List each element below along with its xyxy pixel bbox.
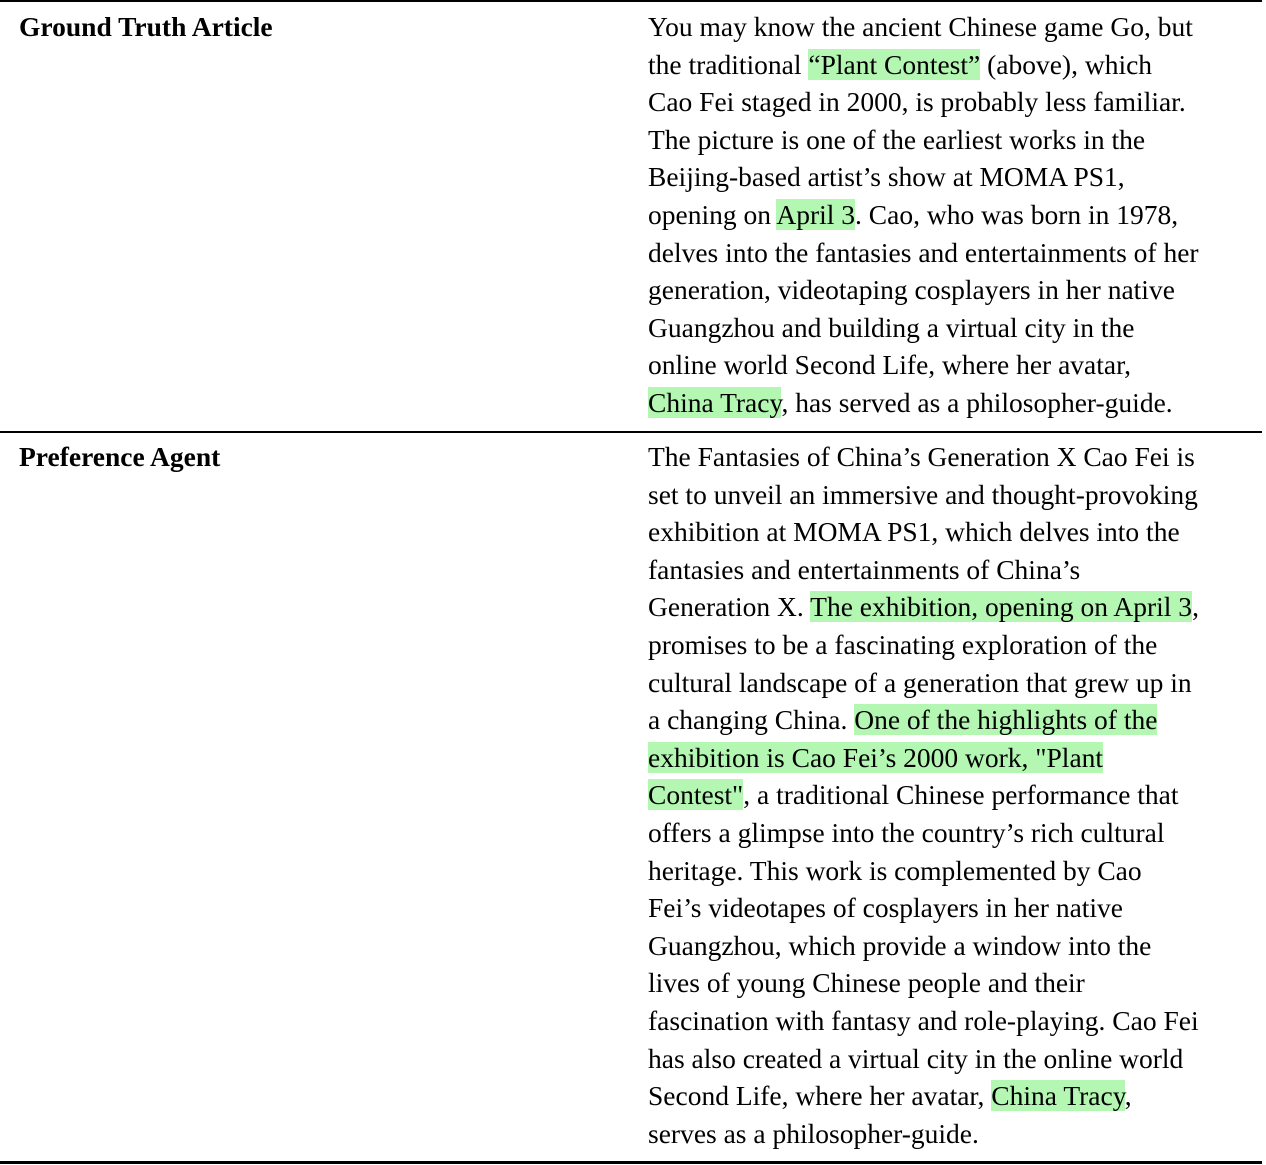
text-line (648, 438, 1262, 476)
text-segment: promises to be a fascinating exploration of the (648, 628, 1158, 660)
text-line (648, 739, 1262, 777)
table-mid-rule (0, 431, 1262, 433)
text-segment: fantasies and entertainments of China’s (648, 553, 1081, 585)
highlighted-phrase: The exhibition, opening on April 3 (810, 591, 1193, 623)
text-line (648, 776, 1262, 814)
text-segment: Fei’s videotapes of cosplayers in her native (648, 892, 1124, 924)
table-top-rule (0, 0, 1262, 2)
text-line (648, 1040, 1262, 1078)
text-segment: serves as a philosopher-guide. (648, 1117, 979, 1149)
text-segment: has also created a virtual city in the online world (648, 1042, 1184, 1074)
text-segment: opening on (648, 198, 777, 230)
text-line (648, 121, 1262, 159)
text-segment: Guangzhou and building a virtual city in the (648, 311, 1135, 343)
text-segment: delves into the fantasies and entertainments of her (648, 236, 1199, 268)
text-line (648, 46, 1262, 84)
highlighted-phrase: China Tracy (991, 1080, 1125, 1112)
text-segment: exhibition at MOMA PS1, which delves into the (648, 516, 1180, 548)
text-segment: Guangzhou, which provide a window into the (648, 929, 1152, 961)
text-line (648, 889, 1262, 927)
text-line (648, 234, 1262, 272)
text-line (648, 83, 1262, 121)
text-segment: , has served as a philosopher-guide. (781, 386, 1173, 418)
text-segment: . Cao, who was born in 1978, (855, 198, 1179, 230)
text-line (648, 1002, 1262, 1040)
text-line (648, 664, 1262, 702)
text-segment: You may know the ancient Chinese game Go, but (648, 11, 1193, 42)
text-line (648, 271, 1262, 309)
text-line (648, 551, 1262, 589)
row-label-preference-agent: Preference Agent (19, 441, 221, 472)
text-line (648, 927, 1262, 965)
text-line (648, 309, 1262, 347)
text-segment: The Fantasies of China’s Generation X Cao Fei is (648, 441, 1195, 472)
text-line (648, 701, 1262, 739)
text-segment: cultural landscape of a generation that grew up in (648, 666, 1192, 698)
text-line (648, 626, 1262, 664)
text-line (648, 476, 1262, 514)
highlighted-phrase: “Plant Contest” (808, 48, 981, 80)
text-segment: a changing China. (648, 704, 855, 736)
highlighted-phrase: April 3 (776, 198, 856, 230)
table-bottom-rule (0, 1161, 1262, 1164)
text-line (648, 1077, 1262, 1115)
preference-agent-text (648, 438, 1262, 1152)
text-line (648, 513, 1262, 551)
text-segment: set to unveil an immersive and thought-provoking (648, 478, 1198, 510)
text-segment: , (1192, 591, 1199, 623)
text-segment: , a traditional Chinese performance that (743, 779, 1179, 811)
highlighted-phrase: One of the highlights of the (854, 704, 1158, 736)
text-segment: fascination with fantasy and role-playing. Cao Fei (648, 1004, 1199, 1036)
ground-truth-article-text (648, 8, 1262, 422)
text-line (648, 158, 1262, 196)
text-segment: generation, videotaping cosplayers in her native (648, 274, 1175, 306)
text-segment: lives of young Chinese people and their (648, 967, 1085, 999)
text-segment: heritage. This work is complemented by Cao (648, 854, 1142, 886)
highlighted-phrase: Contest" (648, 779, 744, 811)
text-line (648, 852, 1262, 890)
text-segment: Generation X. (648, 591, 811, 623)
text-line (648, 346, 1262, 384)
text-line (648, 814, 1262, 852)
highlighted-phrase: exhibition is Cao Fei’s 2000 work, "Plant (648, 741, 1104, 773)
text-segment: the traditional (648, 48, 809, 80)
text-line (648, 1115, 1262, 1153)
text-line (648, 384, 1262, 422)
text-segment: The picture is one of the earliest works in the (648, 123, 1146, 155)
text-segment: offers a glimpse into the country’s rich cultural (648, 816, 1165, 848)
text-segment: Second Life, where her avatar, (648, 1080, 992, 1112)
text-segment: Cao Fei staged in 2000, is probably less familiar. (648, 86, 1186, 118)
text-segment: Beijing-based artist’s show at MOMA PS1, (648, 161, 1125, 193)
text-segment: online world Second Life, where her avatar, (648, 349, 1132, 381)
text-line (648, 8, 1262, 46)
text-line (648, 588, 1262, 626)
text-segment: , (1124, 1080, 1132, 1112)
row-label-ground-truth: Ground Truth Article (19, 11, 273, 42)
text-line (648, 196, 1262, 234)
text-segment: (above), which (980, 48, 1153, 80)
highlighted-phrase: China Tracy (648, 386, 782, 418)
text-line (648, 964, 1262, 1002)
